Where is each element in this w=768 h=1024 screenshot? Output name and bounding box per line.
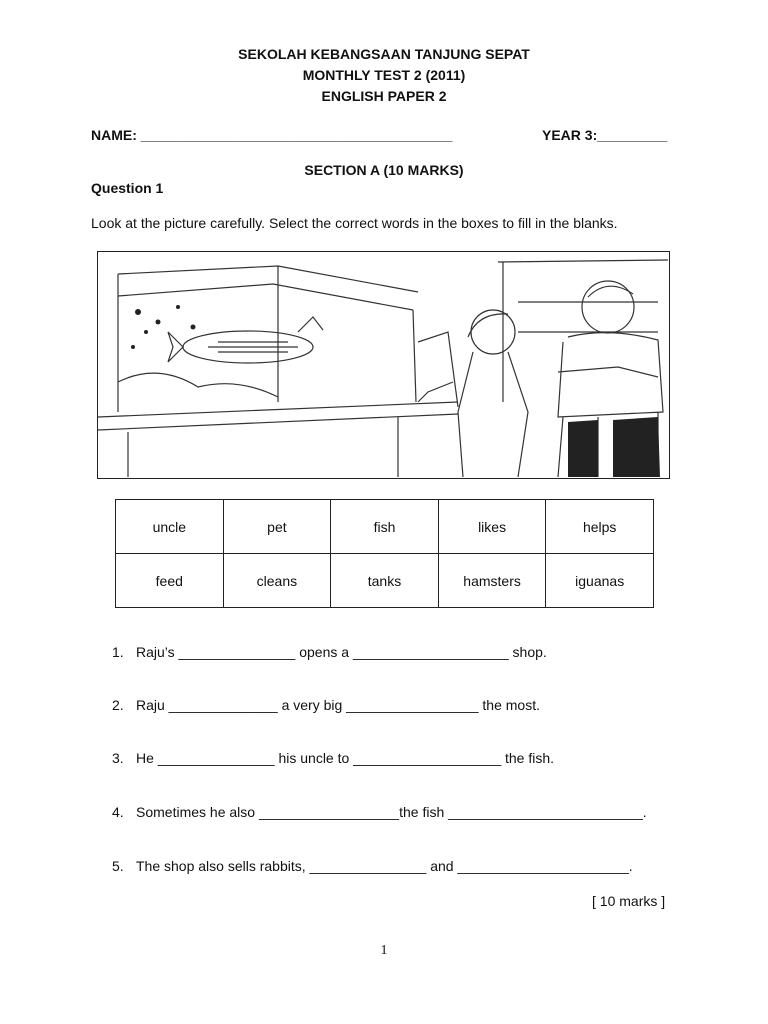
word-cell: iguanas [546,554,654,608]
test-title: MONTHLY TEST 2 (2011) [302,67,466,83]
word-cell: likes [438,500,546,554]
year-label: YEAR 3:_________ [542,127,668,143]
school-name: SEKOLAH KEBANGSAAN TANJUNG SEPAT [238,46,530,62]
page-number: 1 [380,943,388,958]
name-row [91,127,452,143]
word-cell: uncle [116,500,224,554]
word-row [116,554,654,608]
word-cell: tanks [331,554,439,608]
item-number: 1. [112,644,124,660]
item-text: The shop also sells rabbits, _______________ and ______________________. [136,858,633,874]
question-item-2 [112,697,540,713]
question-item-5 [112,858,633,874]
illustration-drawing [98,252,668,477]
pet-shop-illustration [97,251,670,479]
item-number: 3. [112,750,124,766]
question-title: Question 1 [91,180,164,196]
item-text: Raju’s _______________ opens a ____________________ shop. [136,644,547,660]
name-blank: ________________________________________ [140,127,453,143]
word-cell: hamsters [438,554,546,608]
word-cell: fish [331,500,439,554]
marks-label: [ 10 marks ] [592,893,666,909]
item-number: 5. [112,858,124,874]
word-cell: pet [223,500,331,554]
word-box [115,499,654,608]
instruction: Look at the picture carefully. Select the correct words in the boxes to fill in the blanks. [91,215,618,231]
question-item-3 [112,750,554,766]
question-item-4 [112,804,647,820]
item-text: Raju ______________ a very big _________________ the most. [136,697,540,713]
item-text: Sometimes he also __________________the fish _________________________. [136,804,647,820]
paper-title: ENGLISH PAPER 2 [321,88,447,104]
name-label: NAME: [91,127,137,143]
item-text: He _______________ his uncle to ___________________ the fish. [136,750,555,766]
word-row [116,500,654,554]
word-cell: feed [116,554,224,608]
section-title: SECTION A (10 MARKS) [304,162,464,178]
item-number: 2. [112,697,124,713]
item-number: 4. [112,804,124,820]
word-cell: helps [546,500,654,554]
word-cell: cleans [223,554,331,608]
question-item-1 [112,644,547,660]
